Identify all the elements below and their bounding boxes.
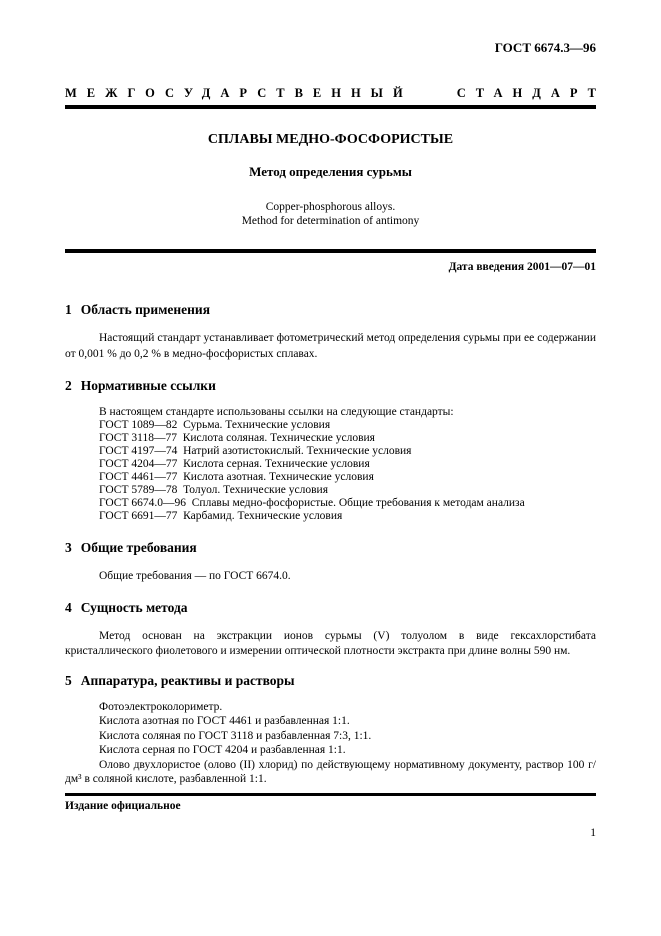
document-title-ru: СПЛАВЫ МЕДНО-ФОСФОРИСТЫЕ xyxy=(207,132,454,147)
document-subtitle-ru: Метод определения сурьмы xyxy=(249,164,412,179)
section-1-paragraph: Настоящий стандарт устанавливает фотометрический метод определения сурьмы при ее содержании от 0,001 % до 0,2 % в медно-фосфористых сплавах. xyxy=(65,332,596,360)
section-3-paragraph: Общие требования — по ГОСТ 6674.0. xyxy=(99,570,291,582)
title-rule xyxy=(65,249,596,253)
apparatus-item: Кислота серная по ГОСТ 4204 и разбавленная 1:1. xyxy=(99,744,346,757)
apparatus-item: Кислота азотная по ГОСТ 4461 и разбавленная 1:1. xyxy=(99,715,350,728)
apparatus-item: Фотоэлектроколориметр. xyxy=(99,700,223,713)
reference-line: ГОСТ 3118—77 Кислота соляная. Технические условия xyxy=(99,432,375,444)
section-3-heading xyxy=(65,539,596,556)
section-heading-text: Сущность метода xyxy=(80,599,188,615)
section-heading-text: Аппаратура, реактивы и растворы xyxy=(80,672,295,688)
section-number: 2 xyxy=(65,378,72,393)
references-list xyxy=(65,406,596,523)
reference-line: ГОСТ 4461—77 Кислота азотная. Технические условия xyxy=(99,471,374,483)
title-en-line1: Copper-phosphorous alloys. xyxy=(265,201,396,213)
banner-word-interstate: МЕЖГОСУДАРСТВЕННЫЙ xyxy=(65,86,413,100)
reference-line: ГОСТ 4204—77 Кислота серная. Технические условия xyxy=(99,458,370,470)
apparatus-item: Олово двухлористое (олово (II) хлорид) по действующему нормативному документу, раствор 100 г/дм³ в соляной кислоте, разбавленной 1:1. xyxy=(65,758,596,786)
section-number: 4 xyxy=(65,599,72,615)
section-5-heading xyxy=(65,672,596,689)
section-heading-text: Общие требования xyxy=(80,540,197,555)
banner-word-standard: СТАНДАРТ xyxy=(456,86,606,100)
section-number: 1 xyxy=(65,302,72,317)
header-rule xyxy=(65,105,596,109)
apparatus-item: Кислота соляная по ГОСТ 3118 и разбавленная 7:3, 1:1. xyxy=(99,729,372,742)
page-number: 1 xyxy=(590,826,596,839)
section-heading-text: Область применения xyxy=(80,302,211,317)
section-number: 3 xyxy=(65,540,72,555)
reference-line: ГОСТ 4197—74 Натрий азотистокислый. Технические условия xyxy=(99,445,412,457)
section-heading-text: Нормативные ссылки xyxy=(80,378,216,393)
effective-date: Дата введения 2001—07—01 xyxy=(448,261,596,273)
doc-code: ГОСТ 6674.3—96 xyxy=(494,40,596,55)
official-edition-label: Издание официальное xyxy=(65,799,181,812)
apparatus-list xyxy=(65,700,596,788)
section-number: 5 xyxy=(65,672,72,688)
reference-line: ГОСТ 5789—78 Толуол. Технические условия xyxy=(99,484,328,496)
section-2-heading xyxy=(65,377,596,394)
footer-rule xyxy=(65,793,596,796)
section-4-heading xyxy=(65,599,596,616)
section-1-heading xyxy=(65,301,596,318)
title-en-line2: Method for determination of antimony xyxy=(241,215,420,227)
document-title-en xyxy=(65,200,596,228)
standard-type-banner xyxy=(65,86,606,101)
reference-line: ГОСТ 6674.0—96 Сплавы медно-фосфористые. Общие требования к методам анализа xyxy=(99,497,525,509)
reference-line: ГОСТ 6691—77 Карбамид. Технические условия xyxy=(99,510,343,522)
reference-line: ГОСТ 1089—82 Сурьма. Технические условия xyxy=(99,419,331,431)
section-4-paragraph: Метод основан на экстракции ионов сурьмы (V) толуолом в виде гексахлорстибата кристаллического фиолетового и измерении оптической плотности экстракта при длине волны 590 нм. xyxy=(65,629,596,657)
references-intro: В настоящем стандарте использованы ссылки на следующие стандарты: xyxy=(99,406,454,418)
